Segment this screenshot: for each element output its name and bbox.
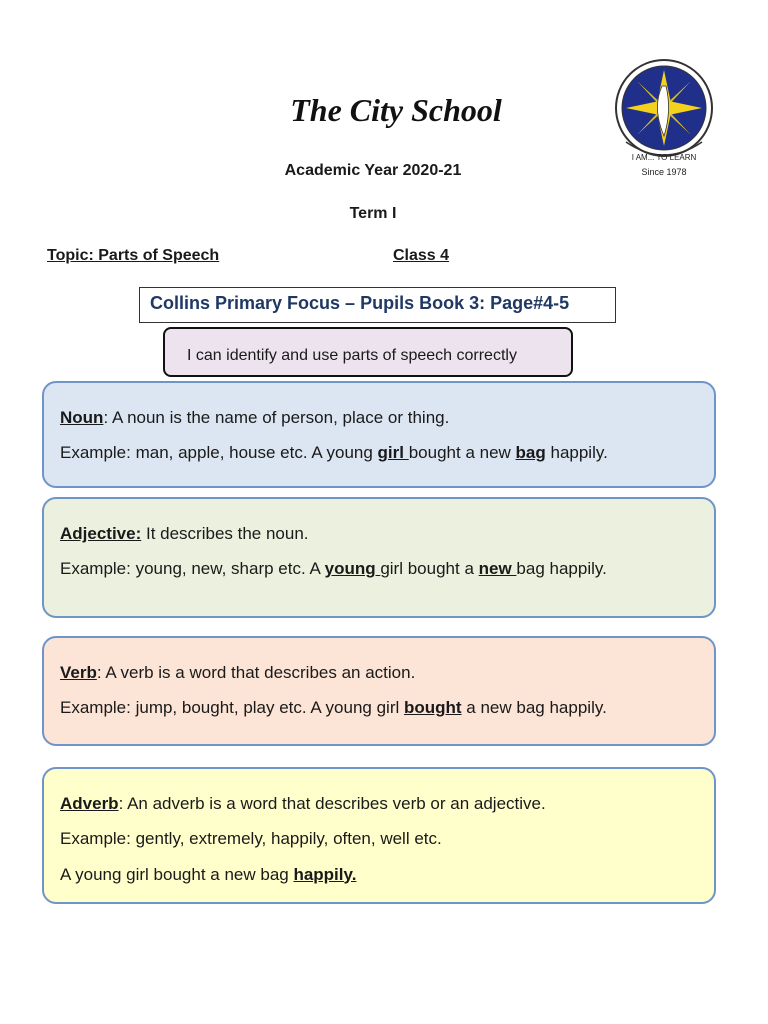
academic-year: Academic Year 2020-21 [284, 162, 462, 179]
noun-keyword: bag [515, 443, 546, 463]
noun-example: Example: man, apple, house etc. A young girl bought a new bag happily. [60, 443, 608, 463]
verb-card [42, 636, 716, 746]
logo-motto: I AM... TO LEARN [631, 153, 697, 162]
verb-definition: Verb: A verb is a word that describes an action. [60, 663, 416, 682]
adverb-definition: Adverb: An adverb is a word that describes verb or an adjective. [60, 794, 546, 813]
adverb-sentence: A young girl bought a new bag happily. [60, 864, 357, 884]
term-label: Term I [349, 205, 397, 222]
verb-example: Example: jump, bought, play etc. A young girl bought a new bag happily. [60, 698, 607, 718]
book-reference: Collins Primary Focus – Pupils Book 3: Page#4-5 [139, 287, 616, 323]
verb-keyword: bought [403, 698, 462, 718]
adjective-example: Example: young, new, sharp etc. A young girl bought a new bag happily. [60, 559, 607, 579]
learning-objective: I can identify and use parts of speech correctly [163, 327, 573, 377]
class-label: Class 4 [393, 247, 450, 264]
adverb-term: Adverb [60, 794, 119, 813]
adverb-keyword: happily. [293, 864, 357, 884]
noun-term: Noun [60, 408, 104, 427]
adjective-card [42, 497, 716, 618]
noun-keyword: girl [377, 443, 409, 463]
adverb-card [42, 767, 716, 904]
adjective-term: Adjective: [60, 524, 142, 543]
topic-label: Topic: Parts of Speech [47, 247, 220, 264]
adjective-definition: Adjective: It describes the noun. [60, 524, 309, 543]
noun-card [42, 381, 716, 488]
verb-term: Verb [60, 663, 97, 682]
logo-since: Since 1978 [641, 167, 687, 177]
adjective-keyword: young [324, 559, 381, 579]
adverb-example: Example: gently, extremely, happily, often, well etc. [60, 829, 442, 849]
school-name: The City School [290, 92, 502, 128]
adjective-keyword: new [478, 559, 517, 579]
noun-definition: Noun: A noun is the name of person, place or thing. [60, 408, 450, 427]
